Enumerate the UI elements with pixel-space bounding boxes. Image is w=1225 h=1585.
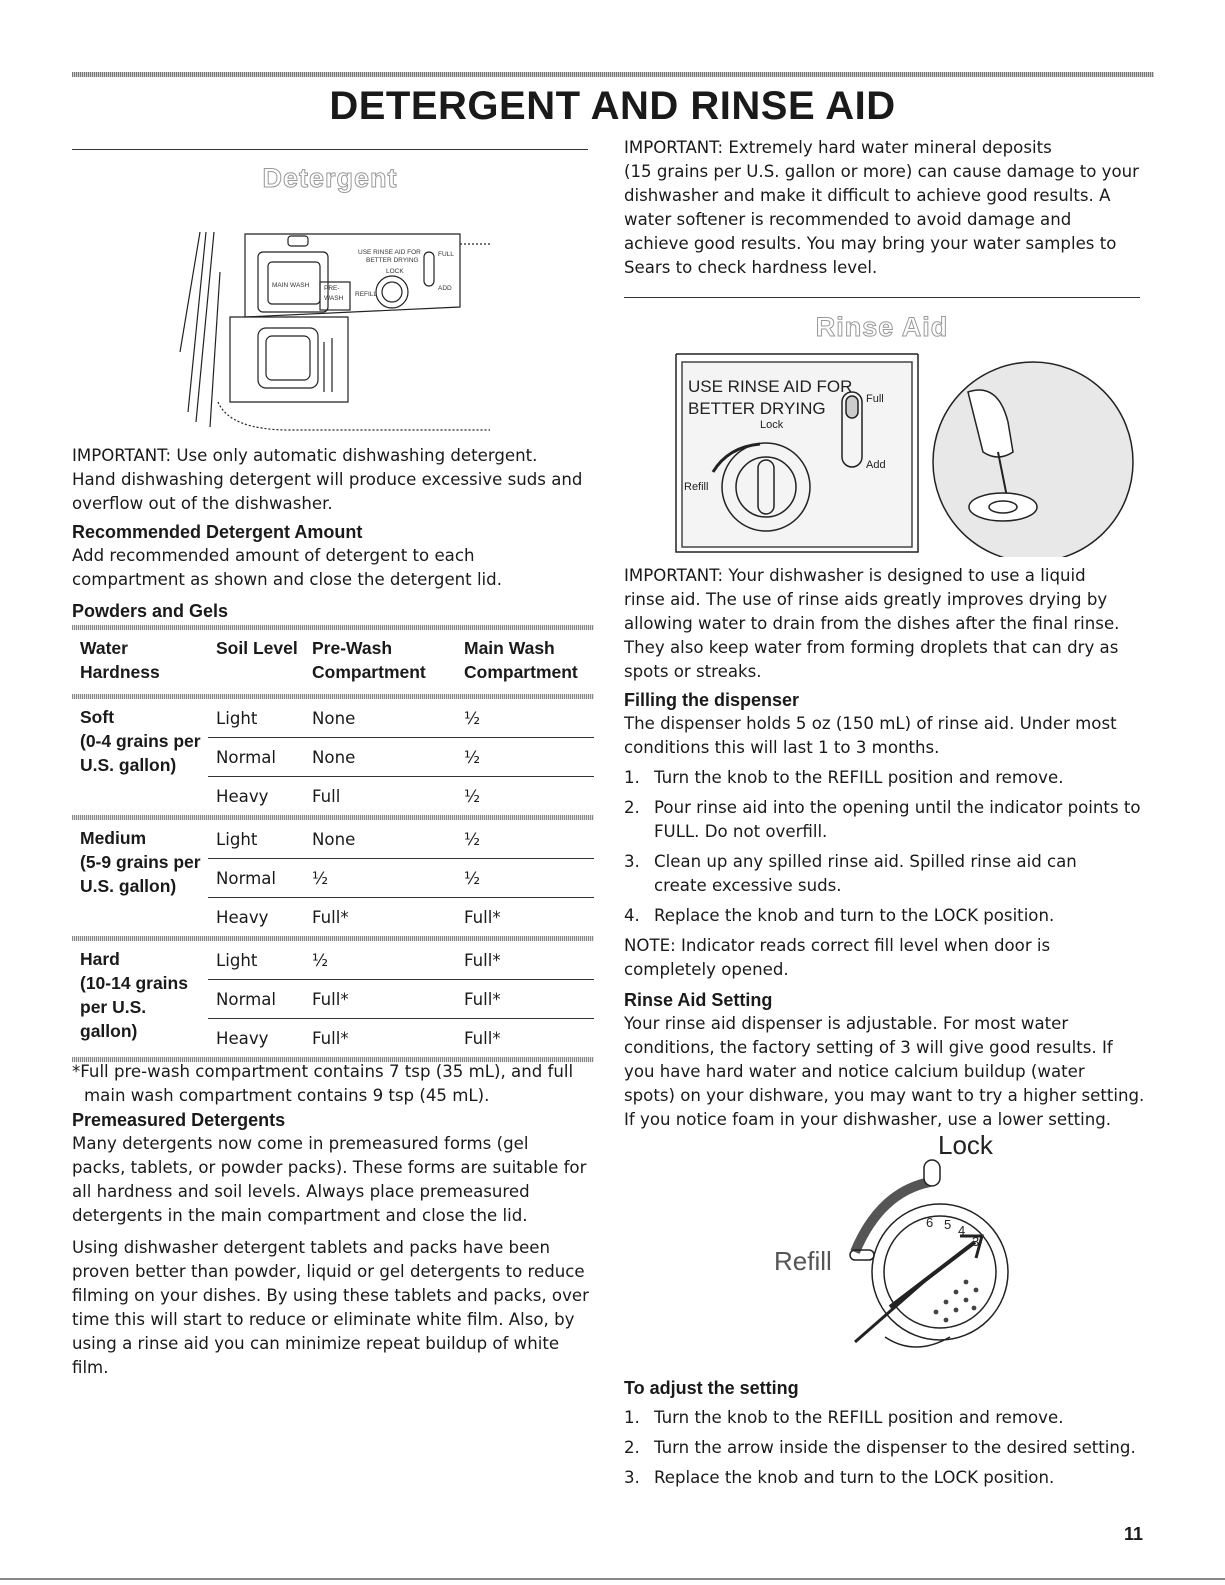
right-rule [624,297,1140,298]
hard-water-group: Hard (10-14 grains per U.S. gallon) Light ½ Full* Normal Full* Full* Heavy Full* Full* [72,941,594,1057]
filling-step: 2. Pour rinse aid into the opening until the indicator points to FULL. Do not overfill. [624,798,1141,841]
filling-step: 3. Clean up any spilled rinse aid. Spilled rinse aid can create excessive suds. [624,852,1077,895]
detergent-dispenser-figure [170,212,500,436]
header-soil-level: Soil Level [216,638,298,658]
bottom-border [0,1578,1225,1580]
filling-steps [624,766,1154,928]
setting-section: Rinse Aid Setting Your rinse aid dispenser is adjustable. For most water conditions, the factory setting of 3 will give good results. If you have hard water and notice calcium buildup (water spots) on your dishware, you may want to try a higher setting. If you notice foam in your dishwasher, use a lower setting. [624,988,1154,1132]
powders-heading: Powders and Gels [72,601,229,621]
rinse-aid-dial-figure [760,1132,1030,1366]
filling-heading: Filling the dispenser [624,690,800,710]
powders-section [72,599,594,1062]
adjust-step: 3. Replace the knob and turn to the LOCK position. [624,1468,1055,1487]
svg-text:BETTER DRYING: BETTER DRYING [688,399,826,418]
svg-text:Lock: Lock [760,419,784,431]
svg-text:USE RINSE AID FOR: USE RINSE AID FOR [688,377,853,396]
svg-text:Add: Add [866,459,886,471]
adjust-steps [624,1406,1154,1490]
medium-water-group: Medium (5-9 grains per U.S. gallon) Light None ½ Normal ½ ½ Heavy Full* Full* [72,820,594,936]
svg-text:PRE-: PRE- [324,285,340,292]
svg-text:4: 4 [958,1223,966,1238]
adjust-section [624,1376,1154,1496]
svg-text:USE RINSE AID FOR: USE RINSE AID FOR [358,249,421,256]
table-header-row [72,636,594,684]
page-number: 11 [1123,1524,1143,1544]
rinse-aid-section-title: Rinse Aid [815,312,949,342]
svg-text:Full: Full [866,393,884,405]
svg-text:5: 5 [944,1217,952,1232]
detergent-section-title: Detergent [262,163,398,193]
soft-water-group: Soft (0-4 grains per U.S. gallon) Light None ½ Normal None ½ Heavy Full ½ [72,699,594,815]
table-footnote: *Full pre-wash compartment contains 7 tsp (35 mL), and full main wash compartment contains 9 tsp (45 mL). [72,1062,574,1105]
premeasured-heading: Premeasured Detergents [72,1110,286,1130]
recommended-amount: Recommended Detergent Amount Add recommended amount of detergent to each compartment as shown and close the detergent lid. [72,520,592,592]
svg-text:WASH: WASH [324,295,344,302]
svg-text:Refill: Refill [774,1246,832,1276]
svg-text:ADD: ADD [438,285,452,292]
adjust-heading: To adjust the setting [624,1378,799,1398]
hard-water-important: IMPORTANT: Extremely hard water mineral deposits (15 grains per U.S. gallon or more) can cause damage to your dishwasher and make it difficult to achieve good results. A water softener is recommended to avoid damage and achieve good results. You may bring your water samples to Sears to check hardness level. [624,138,1139,277]
detergent-important-note: IMPORTANT: Use only automatic dishwashing detergent. Hand dishwashing detergent will produce excessive suds and overflow out of the dishwasher. [72,446,583,513]
svg-text:MAIN WASH: MAIN WASH [272,282,310,289]
detergent-table [72,636,594,684]
table-top-rule [72,625,594,630]
svg-text:Lock: Lock [938,1132,993,1160]
header-water-hardness: Water Hardness [80,638,160,682]
svg-text:LOCK: LOCK [386,268,404,275]
svg-text:Refill: Refill [684,481,709,493]
header-pre-wash: Pre-Wash Compartment [312,638,426,682]
setting-heading: Rinse Aid Setting [624,990,773,1010]
left-top-rule [72,149,588,150]
rinse-aid-important: IMPORTANT: Your dishwasher is designed to use a liquid rinse aid. The use of rinse aids greatly improves drying by allowing water to drain from the dishes after the final rinse. They also keep water from forming droplets that can dry as spots or streaks. [624,566,1120,681]
page-title: DETERGENT AND RINSE AID [329,84,896,128]
filling-step: 1. Turn the knob to the REFILL position and remove. [624,768,1064,787]
premeasured-section: Premeasured Detergents Many detergents now come in premeasured forms (gel packs, tablets, or powder packs). These forms are suitable for all hardness and soil levels. Always place premeasured detergents in the main compartment and close the lid. Using dishwasher detergent tablets and packs have been proven better than powder, liquid or gel detergents to reduce filming on your dishes. By using these tablets and packs, over time this will start to reduce or eliminate white film. Also, by using a rinse aid you can minimize repeat buildup of white film. [72,1108,594,1380]
note: NOTE: Indicator reads correct fill level when door is [624,936,1051,955]
svg-text:REFILL: REFILL [355,291,378,298]
svg-text:BETTER DRYING: BETTER DRYING [366,257,419,264]
rinse-aid-dispenser-figure [668,352,1148,561]
adjust-step: 2. Turn the arrow inside the dispenser to the desired setting. [624,1438,1136,1457]
svg-text:6: 6 [926,1215,934,1230]
recommended-heading: Recommended Detergent Amount [72,522,363,542]
adjust-step: 1. Turn the knob to the REFILL position and remove. [624,1408,1064,1427]
filling-step: 4. Replace the knob and turn to the LOCK position. [624,906,1055,925]
svg-text:3: 3 [972,1234,980,1249]
svg-text:FULL: FULL [438,251,454,258]
header-main-wash: Main Wash Compartment [464,638,578,682]
top-border [72,72,1154,77]
filling-section: Filling the dispenser The dispenser holds 5 oz (150 mL) of rinse aid. Under most conditions this will last 1 to 3 months. 1. Turn the knob to the REFILL position and remove. 2. Pour rinse aid into the opening until the indicator points to FULL. Do not overfill. 3. Clean up any spilled rinse aid. Spilled rinse aid can create excessive suds. 4. Replace the knob and turn to the LOCK position. NOTE: Indicator reads correct fill level when door is completely opened. [624,688,1154,982]
